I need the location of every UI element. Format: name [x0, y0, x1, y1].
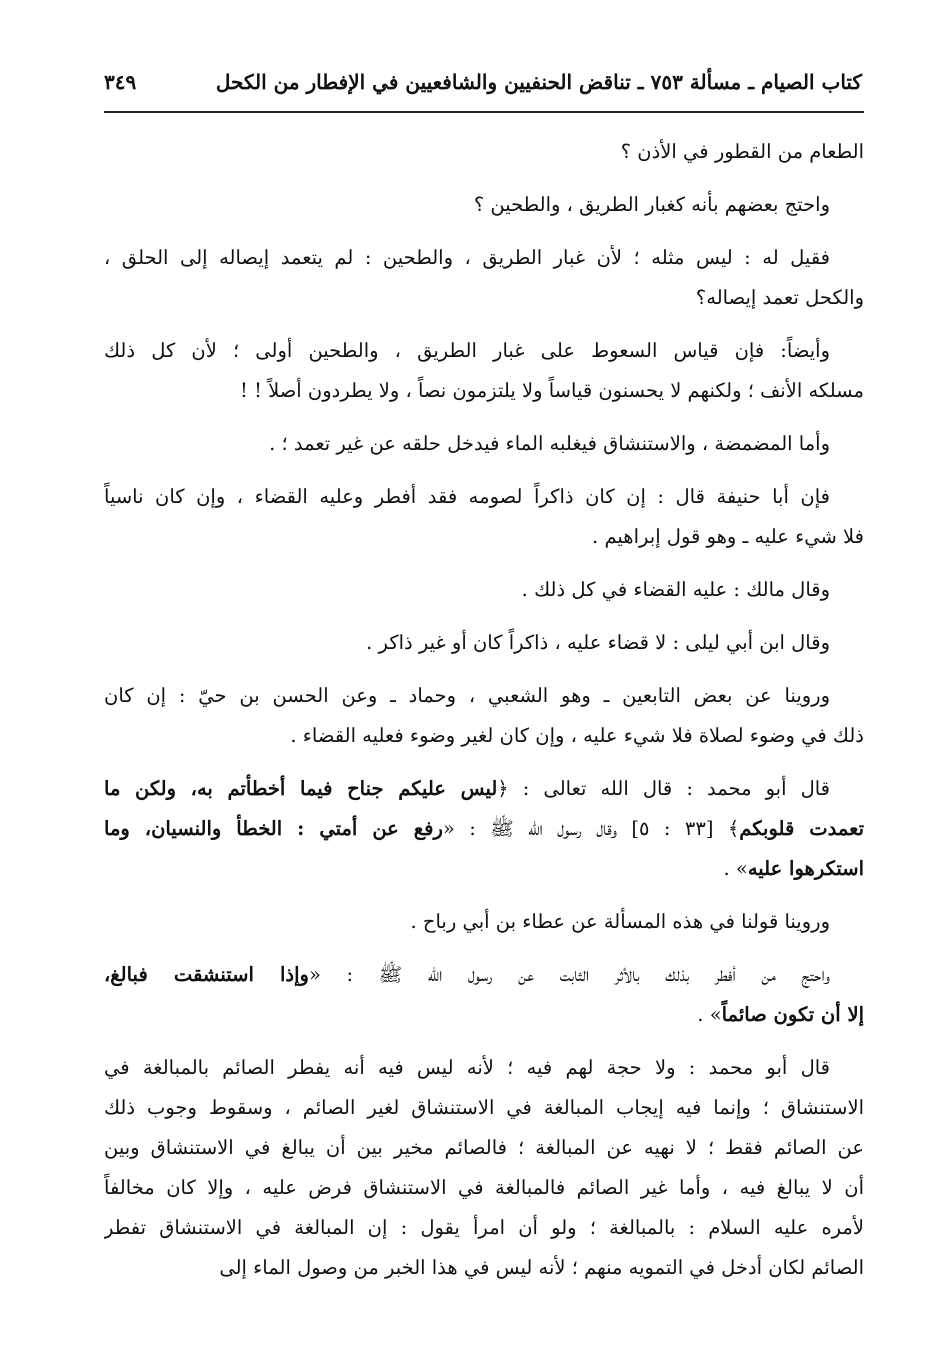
paragraph-p9: [104, 676, 864, 756]
text-line: [104, 955, 864, 995]
text-line: [104, 424, 864, 464]
paragraph-p11: [104, 902, 864, 942]
text-segment: مسلكه الأنف ؛ ولكنهم لا يحسنون قياساً ولا يلتزمون نصاً ، ولا يطردون أصلاً ! !: [240, 379, 864, 402]
body-text: [104, 132, 864, 1301]
text-segment: ﴾ [٣٣ : ٥] وقال رسول الله ﷺ : «: [442, 817, 740, 840]
text-line: [104, 132, 864, 172]
text-line: [104, 849, 864, 889]
text-line: [104, 1128, 864, 1168]
text-line: [104, 809, 864, 849]
paragraph-p13: [104, 1048, 864, 1288]
text-line: [104, 278, 864, 318]
text-segment: عن الصائم فقط ؛ لا نهيه عن المبالغة ؛ فالصائم مخير بين أن يبالغ في الاستنشاق وبين: [104, 1136, 864, 1159]
text-line: [104, 716, 864, 756]
text-segment: ذلك في وضوء لصلاة فلا شيء عليه ، وإن كان لغير وضوء فعليه القضاء .: [290, 724, 864, 747]
paragraph-p3: [104, 238, 864, 318]
text-segment: وقال مالك : عليه القضاء في كل ذلك .: [521, 578, 830, 601]
text-segment: الصائم لكان أدخل في التمويه منهم ؛ لأنه ليس في هذا الخبر من وصول الماء إلى: [219, 1256, 864, 1279]
text-segment: أن لا يبالغ فيه ، وأما غير الصائم فالمبالغة في الاستنشاق فرض عليه ، وإلا كان مخالفاً: [104, 1176, 864, 1199]
text-line: [104, 1088, 864, 1128]
text-line: [104, 1208, 864, 1248]
quoted-text: استكرهوا عليه: [747, 857, 864, 880]
text-segment: وقال ابن أبي ليلى : لا قضاء عليه ، ذاكراً كان أو غير ذاكر .: [366, 631, 830, 654]
paragraph-p5: [104, 424, 864, 464]
paragraph-p8: [104, 623, 864, 663]
paragraph-p4: [104, 331, 864, 411]
quoted-text: تعمدت قلوبكم: [739, 817, 864, 840]
text-line: [104, 331, 864, 371]
text-segment: الاستنشاق ؛ وإنما فيه إيجاب المبالغة في الاستنشاق لغير الصائم ، وسقوط وجوب ذلك: [104, 1096, 864, 1119]
running-header: [104, 62, 862, 102]
quoted-text: إلا أن تكون صائماً: [721, 1003, 864, 1026]
text-segment: فلا شيء عليه ـ وهو قول إبراهيم .: [592, 525, 864, 548]
paragraph-p2: [104, 185, 864, 225]
text-line: [104, 517, 864, 557]
page-number: ٣٤٩: [104, 70, 137, 94]
chapter-title: كتاب الصيام ـ مسألة ٧٥٣ ـ تناقض الحنفيين والشافعيين في الإفطار من الكحل: [215, 70, 862, 94]
paragraph-p10: [104, 769, 864, 889]
text-line: [104, 676, 864, 716]
paragraph-p6: [104, 477, 864, 557]
text-segment: فقيل له : ليس مثله ؛ لأن غبار الطريق ، والطحين : لم يتعمد إيصاله إلى الحلق ،: [104, 246, 830, 269]
text-line: [104, 477, 864, 517]
text-line: [104, 1048, 864, 1088]
text-segment: وأيضاً: فإن قياس السعوط على غبار الطريق ، والطحين أولى ؛ لأن كل ذلك: [104, 339, 830, 362]
text-segment: » .: [697, 1003, 722, 1026]
text-line: [104, 1168, 864, 1208]
text-segment: قال أبو محمد : ولا حجة لهم فيه ؛ لأنه ليس فيه أنه يفطر الصائم بالمبالغة في: [104, 1056, 830, 1079]
text-segment: واحتج من أفطر بذلك بالأثر الثابت عن رسول الله ﷺ : «: [308, 963, 830, 986]
paragraph-p7: [104, 570, 864, 610]
text-segment: وأما المضمضة ، والاستنشاق فيغلبه الماء فيدخل حلقه عن غير تعمد ؛ .: [269, 432, 830, 455]
text-segment: قال أبو محمد : قال الله تعالى : ﴿: [497, 777, 831, 800]
text-segment: والكحل تعمد إيصاله؟: [695, 286, 864, 309]
text-line: [104, 238, 864, 278]
text-line: [104, 1248, 864, 1288]
paragraph-p12: [104, 955, 864, 1035]
text-segment: » .: [723, 857, 748, 880]
text-segment: فإن أبا حنيفة قال : إن كان ذاكراً لصومه فقد أفطر وعليه القضاء ، وإن كان ناسياً: [104, 485, 830, 508]
text-line: [104, 185, 864, 225]
header-rule: [104, 111, 864, 113]
text-segment: وروينا عن بعض التابعين ـ وهو الشعبي ، وحماد ـ وعن الحسن بن حيّ : إن كان: [104, 684, 830, 707]
text-line: [104, 570, 864, 610]
text-line: [104, 371, 864, 411]
text-line: [104, 769, 864, 809]
text-line: [104, 995, 864, 1035]
text-line: [104, 902, 864, 942]
text-segment: لأمره عليه السلام : بالمبالغة ؛ ولو أن امرأ يقول : إن المبالغة في الاستنشاق تفطر: [104, 1216, 864, 1239]
quoted-text: ليس عليكم جناح فيما أخطأتم به، ولكن ما: [104, 777, 498, 800]
text-segment: وروينا قولنا في هذه المسألة عن عطاء بن أبي رباح .: [410, 910, 830, 933]
text-segment: واحتج بعضهم بأنه كغبار الطريق ، والطحين ؟: [473, 193, 830, 216]
quoted-text: وإذا استنشقت فبالغ،: [104, 963, 309, 986]
text-line: [104, 623, 864, 663]
paragraph-p1: [104, 132, 864, 172]
quoted-text: رفع عن أمتي : الخطأ والنسيان، وما: [104, 817, 443, 840]
text-segment: الطعام من القطور في الأذن ؟: [620, 140, 864, 163]
